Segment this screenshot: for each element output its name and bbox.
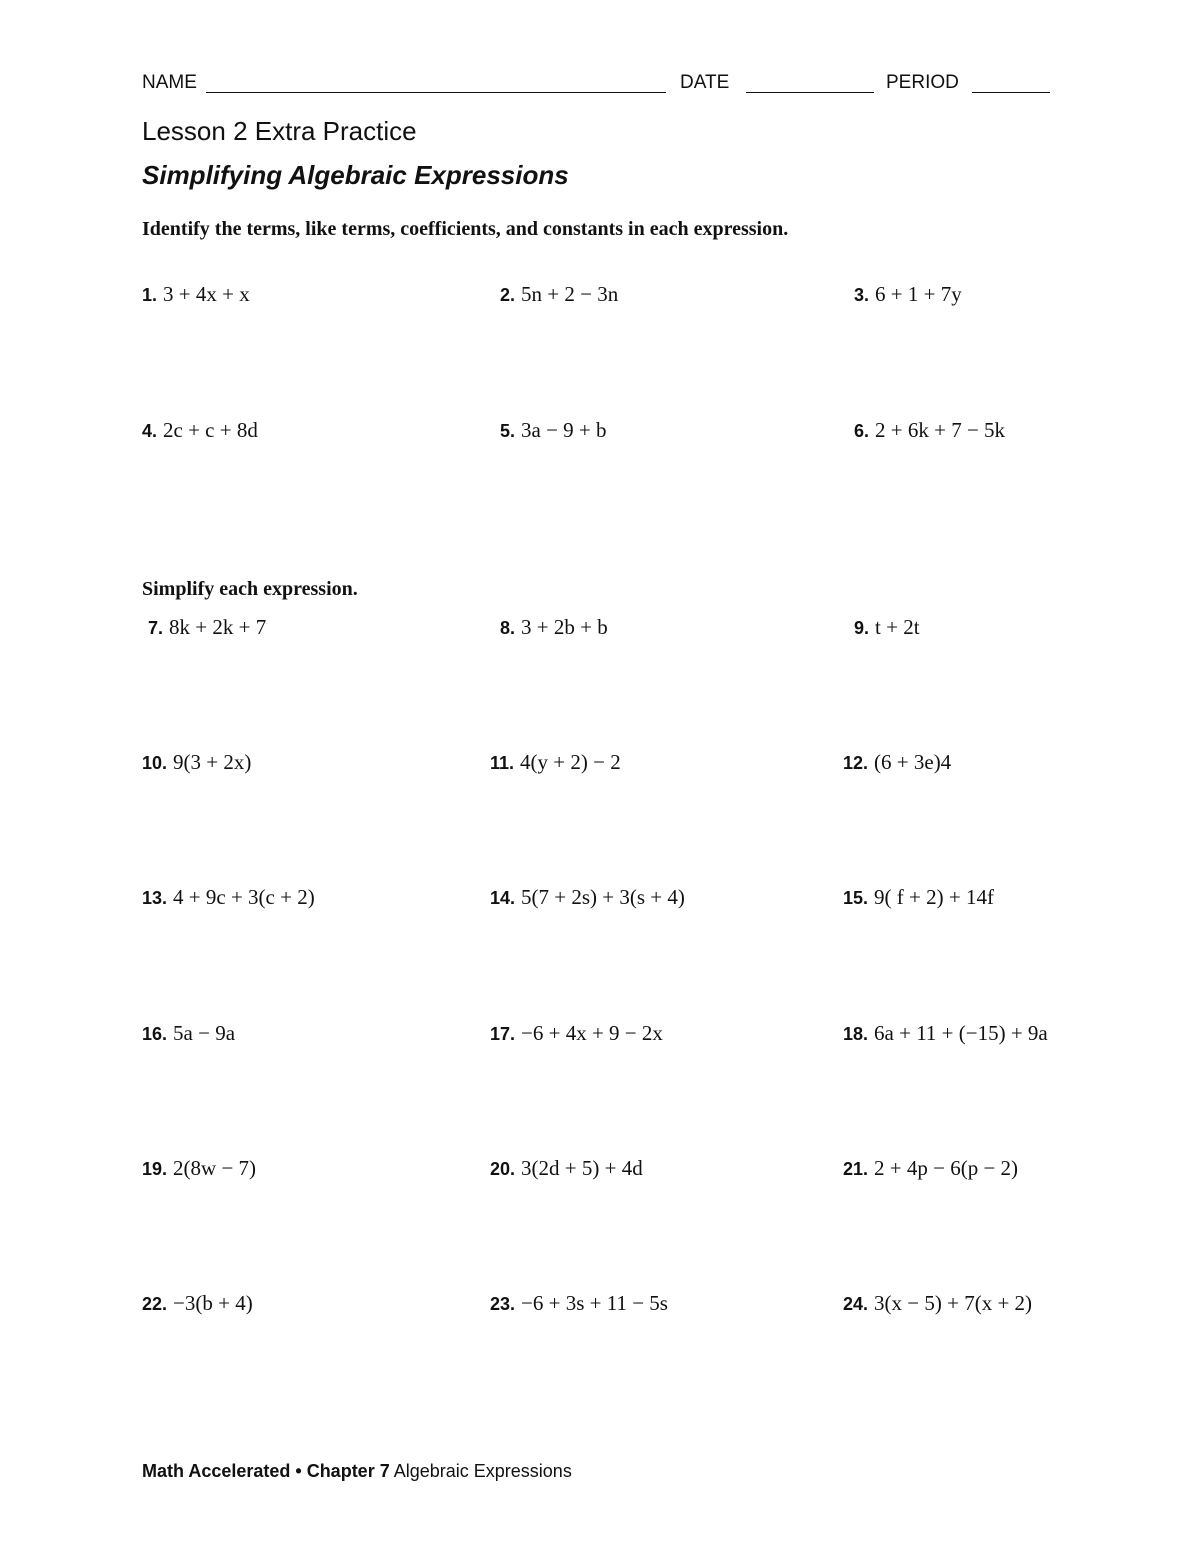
problem-number: 13. xyxy=(142,888,168,908)
problem-item xyxy=(142,885,315,915)
problem-expression: 8k + 2k + 7 xyxy=(169,615,267,639)
problem-expression: 6a + 11 + (−15) + 9a xyxy=(874,1021,1048,1045)
problem-number: 2. xyxy=(500,285,516,305)
problem-expression: 2 + 6k + 7 − 5k xyxy=(875,418,1006,442)
page-footer xyxy=(142,1461,572,1482)
problem-item xyxy=(843,1021,1048,1051)
problem-item xyxy=(843,1291,1032,1321)
period-label: PERIOD xyxy=(886,72,959,93)
problem-number: 15. xyxy=(843,888,869,908)
problem-number: 4. xyxy=(142,421,158,441)
problem-number: 17. xyxy=(490,1024,516,1044)
problem-number: 7. xyxy=(148,618,164,638)
problem-item xyxy=(142,1291,253,1321)
problem-number: 6. xyxy=(854,421,870,441)
footer-chapter-title: Algebraic Expressions xyxy=(393,1461,572,1481)
lesson-subtitle: Simplifying Algebraic Expressions xyxy=(142,160,569,190)
date-label: DATE xyxy=(680,72,730,93)
problem-expression: (6 + 3e)4 xyxy=(874,750,952,774)
problem-expression: 4(y + 2) − 2 xyxy=(520,750,621,774)
footer-course: Math Accelerated • Chapter 7 xyxy=(142,1461,390,1481)
problem-expression: 5a − 9a xyxy=(173,1021,236,1045)
problem-expression: 9(3 + 2x) xyxy=(173,750,252,774)
problem-number: 10. xyxy=(142,753,168,773)
problem-item xyxy=(142,1021,235,1051)
problem-number: 5. xyxy=(500,421,516,441)
problem-expression: t + 2t xyxy=(875,615,920,639)
problem-item xyxy=(500,282,618,312)
problem-expression: 3 + 2b + b xyxy=(521,615,608,639)
problem-expression: 3a − 9 + b xyxy=(521,418,607,442)
problem-item xyxy=(148,615,266,645)
problem-number: 22. xyxy=(142,1294,168,1314)
problem-number: 1. xyxy=(142,285,158,305)
period-blank[interactable] xyxy=(972,92,1050,93)
problem-number: 19. xyxy=(142,1159,168,1179)
name-label: NAME xyxy=(142,72,197,93)
problem-expression: 3 + 4x + x xyxy=(163,282,250,306)
problem-item xyxy=(843,750,951,780)
problem-expression: −3(b + 4) xyxy=(173,1291,253,1315)
problem-item xyxy=(490,1021,663,1051)
name-blank[interactable] xyxy=(206,92,666,93)
problem-item xyxy=(500,418,607,448)
problem-item xyxy=(490,1291,668,1321)
problem-expression: 6 + 1 + 7y xyxy=(875,282,962,306)
problem-expression: 4 + 9c + 3(c + 2) xyxy=(173,885,315,909)
instruction-identify-terms: Identify the terms, like terms, coefficients, and constants in each expression. xyxy=(142,218,789,240)
problem-number: 18. xyxy=(843,1024,869,1044)
problem-item xyxy=(142,1156,256,1186)
problem-item xyxy=(854,282,962,312)
problem-item xyxy=(142,282,250,312)
problem-item xyxy=(854,615,920,645)
problem-number: 21. xyxy=(843,1159,869,1179)
problem-item xyxy=(500,615,608,645)
lesson-title: Lesson 2 Extra Practice xyxy=(142,116,417,146)
problem-number: 16. xyxy=(142,1024,168,1044)
problem-number: 14. xyxy=(490,888,516,908)
problem-expression: 3(x − 5) + 7(x + 2) xyxy=(874,1291,1033,1315)
problem-expression: −6 + 3s + 11 − 5s xyxy=(521,1291,668,1315)
problem-number: 3. xyxy=(854,285,870,305)
problem-item xyxy=(843,1156,1018,1186)
problem-number: 12. xyxy=(843,753,869,773)
problem-expression: 5(7 + 2s) + 3(s + 4) xyxy=(521,885,685,909)
problem-number: 24. xyxy=(843,1294,869,1314)
problem-item xyxy=(854,418,1005,448)
problem-item xyxy=(843,885,994,915)
problem-item xyxy=(490,885,685,915)
header-fields xyxy=(142,68,1052,98)
problem-item xyxy=(490,750,621,780)
instruction-simplify: Simplify each expression. xyxy=(142,578,358,600)
problem-number: 9. xyxy=(854,618,870,638)
problem-expression: −6 + 4x + 9 − 2x xyxy=(521,1021,663,1045)
problem-expression: 2c + c + 8d xyxy=(163,418,258,442)
date-blank[interactable] xyxy=(746,92,874,93)
problem-number: 8. xyxy=(500,618,516,638)
problem-item xyxy=(142,418,258,448)
problem-expression: 3(2d + 5) + 4d xyxy=(521,1156,643,1180)
problem-number: 20. xyxy=(490,1159,516,1179)
problem-expression: 5n + 2 − 3n xyxy=(521,282,619,306)
problem-expression: 2(8w − 7) xyxy=(173,1156,257,1180)
problem-number: 23. xyxy=(490,1294,516,1314)
problem-item xyxy=(490,1156,643,1186)
problem-expression: 2 + 4p − 6(p − 2) xyxy=(874,1156,1019,1180)
problem-expression: 9( f + 2) + 14f xyxy=(874,885,994,909)
problem-item xyxy=(142,750,251,780)
problem-number: 11. xyxy=(490,753,515,773)
